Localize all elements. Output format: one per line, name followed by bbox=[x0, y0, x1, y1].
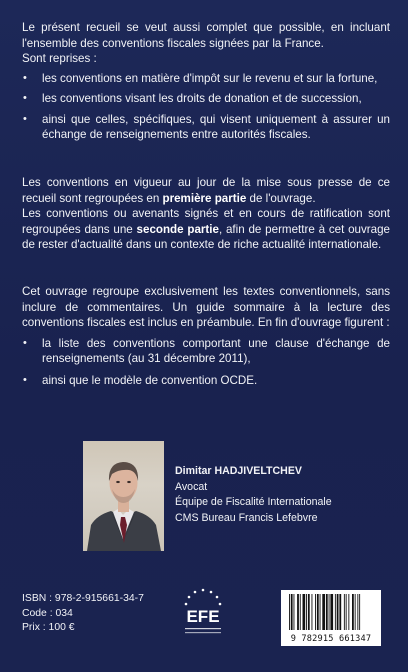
code-label: Code : 034 bbox=[22, 607, 73, 619]
barcode-bar bbox=[359, 594, 360, 630]
barcode-bar bbox=[346, 594, 347, 630]
barcode-bar bbox=[322, 594, 325, 630]
eu-stars-logo-icon bbox=[170, 583, 236, 649]
barcode-bar bbox=[344, 594, 345, 630]
barcode-bar bbox=[335, 594, 336, 630]
intro-bullet-2: • les conventions visant les droits de donation et de succession, bbox=[22, 91, 390, 107]
second-part-text: Les conventions ou avenants signés et en cours de ratification sont regroupées dans une bbox=[22, 207, 390, 236]
content-section bbox=[22, 284, 390, 388]
author-last-name: HADJIVELTCHEV bbox=[214, 465, 302, 477]
second-part-bold: seconde partie bbox=[136, 222, 219, 236]
intro-bullet-3: • ainsi que celles, spécifiques, qui visent uniquement à assurer un échange de renseignements entre autorités fiscales. bbox=[22, 112, 390, 143]
barcode-bar bbox=[326, 594, 328, 630]
intro-bullet-1: • les conventions en matière d'impôt sur le revenu et sur la fortune, bbox=[22, 71, 390, 87]
first-part-bold: première partie bbox=[162, 191, 247, 205]
price-label: Prix : 100 € bbox=[22, 622, 75, 633]
first-part-text: Les conventions en vigueur au jour de la mise sous presse de ce recueil sont regroupées en bbox=[22, 176, 390, 205]
second-part-text-end: , afin de permettre à cet ouvrage de rester d'actualité dans un contexte de riche actualité internationale. bbox=[22, 222, 390, 251]
barcode-bar bbox=[315, 594, 316, 630]
content-bullet-2: • ainsi que le modèle de convention OCDE. bbox=[22, 373, 390, 389]
intro-section bbox=[22, 20, 390, 143]
barcode-bar bbox=[300, 594, 301, 630]
book-meta bbox=[22, 592, 144, 636]
intro-list-heading: Sont reprises : bbox=[22, 52, 97, 65]
first-part-paragraph bbox=[22, 175, 390, 206]
author-portrait-icon bbox=[83, 441, 164, 551]
first-part-text-end: de l'ouvrage. bbox=[246, 191, 316, 205]
barcode-number: 9 782915 661347 bbox=[290, 634, 372, 644]
author-role: Avocat bbox=[175, 480, 208, 493]
author-first-name: Dimitar bbox=[175, 465, 215, 477]
barcode-bar bbox=[352, 594, 354, 630]
barcode-bar bbox=[329, 594, 330, 630]
publisher-logo bbox=[170, 583, 236, 649]
barcode-bar bbox=[317, 594, 319, 630]
author-team: Équipe de Fiscalité Internationale bbox=[175, 496, 332, 509]
parts-section bbox=[22, 175, 390, 253]
author-photo bbox=[83, 441, 164, 551]
second-part-paragraph bbox=[22, 206, 390, 253]
barcode-bar bbox=[330, 594, 333, 630]
content-bullet-list bbox=[22, 336, 390, 389]
barcode-bar bbox=[337, 594, 339, 630]
content-paragraph: Cet ouvrage regroupe exclusivement les textes conventionnels, sans inclure de commentaires. Un guide sommaire à la lecture des conventions fiscales est inclus en préambule. En fin d'ouvrage figurent : bbox=[22, 285, 390, 329]
barcode-bar bbox=[306, 594, 307, 630]
barcode-bar bbox=[297, 594, 299, 630]
barcode-bar bbox=[294, 594, 295, 630]
barcode-bar bbox=[303, 594, 306, 630]
isbn-label: ISBN : 978-2-915661-34-7 bbox=[22, 593, 144, 604]
barcode-bar bbox=[308, 594, 310, 630]
author-firm: CMS Bureau Francis Lefebvre bbox=[175, 511, 318, 524]
barcode-bar bbox=[357, 594, 358, 630]
barcode-bar bbox=[348, 594, 349, 630]
barcode-bar bbox=[339, 594, 341, 630]
author-info bbox=[175, 464, 375, 526]
barcode-bar bbox=[289, 594, 290, 630]
barcode-bar bbox=[291, 594, 293, 630]
barcode-bar bbox=[320, 594, 321, 630]
isbn-barcode bbox=[281, 590, 381, 646]
content-bullet-1: • la liste des conventions comportant une clause d'échange de renseignements (au 31 décembre 2011), bbox=[22, 336, 390, 367]
intro-paragraph: Le présent recueil se veut aussi complet que possible, en incluant l'ensemble des conventions fiscales signées par la France. bbox=[22, 21, 390, 50]
barcode-bar bbox=[355, 594, 356, 630]
intro-bullet-list bbox=[22, 71, 390, 143]
author-name bbox=[175, 464, 375, 480]
logo-text: EFE bbox=[186, 607, 220, 626]
barcode-bars bbox=[281, 590, 381, 634]
barcode-bar bbox=[312, 594, 313, 630]
